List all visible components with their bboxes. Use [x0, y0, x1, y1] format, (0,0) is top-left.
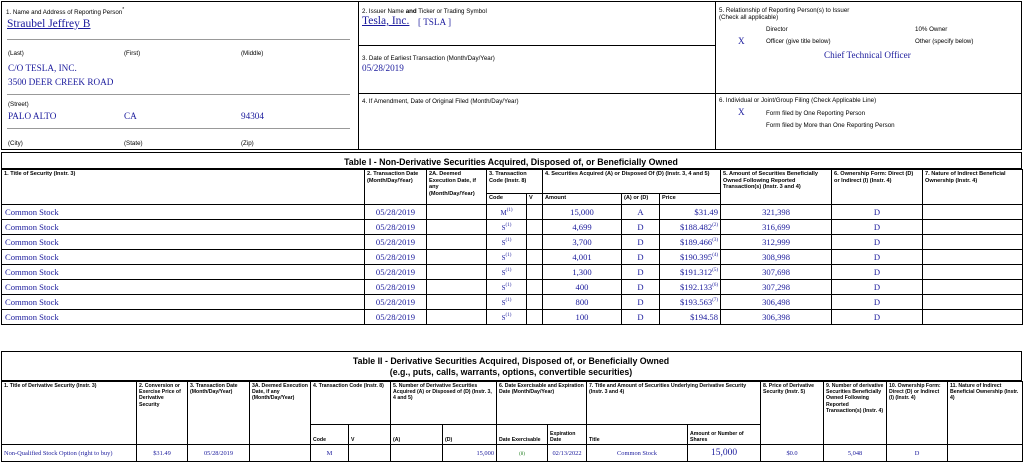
city-label: (City)	[8, 140, 23, 147]
footnote-ref[interactable]: (1)	[505, 313, 512, 319]
t2-col-price-header: 2. Conversion or Exercise Price of Derivative Security	[137, 382, 188, 445]
issuer-link[interactable]: Tesla, Inc.	[362, 15, 410, 27]
t1-ownership-form: D	[832, 235, 923, 250]
t2-col-number-header: 5. Number of Derivative Securities Acquired (A) or Disposed of (D) (Instr. 3, 4 and 5)	[391, 382, 497, 425]
t1-v-subheader: V	[527, 194, 543, 205]
t2-owned: 5,048	[824, 445, 887, 462]
last-label: (Last)	[8, 50, 24, 57]
t1-price: $192.133$^{(6)}$	[660, 280, 721, 295]
table2-title: Table II - Derivative Securities Acquired, Disposed of, or Beneficially Owned	[352, 356, 670, 366]
t1-ownership-form: D	[832, 310, 923, 325]
t1-acquired-disposed: D	[622, 295, 660, 310]
t1-acquired-disposed: D	[622, 220, 660, 235]
box5-sublabel: (Check all applicable)	[719, 14, 779, 21]
t1-nature	[923, 220, 1023, 235]
address-line-1: C/O TESLA, INC.	[8, 63, 77, 73]
t1-code: $S^{(1)}$	[487, 250, 527, 265]
state-label: (State)	[124, 140, 143, 147]
t1-owned: 321,398	[721, 205, 832, 220]
t1-amount: 400	[543, 280, 622, 295]
t1-acquired-disposed: D	[622, 280, 660, 295]
table-row	[2, 220, 1023, 235]
t1-code: $S^{(1)}$	[487, 265, 527, 280]
t1-ownership-form: D	[832, 205, 923, 220]
t1-deemed-date	[427, 205, 487, 220]
table-row	[2, 205, 1023, 220]
t2-transaction-date: 05/28/2019	[188, 445, 250, 462]
table2-subtitle: (e.g., puts, calls, warrants, options, convertible securities)	[389, 367, 633, 377]
t1-owned: 312,999	[721, 235, 832, 250]
t1-acquired-disposed: D	[622, 310, 660, 325]
t1-v	[527, 295, 543, 310]
t1-ownership-form: D	[832, 220, 923, 235]
footnote-ref[interactable]: (1)	[505, 253, 512, 259]
t1-deemed-date	[427, 220, 487, 235]
t2-col-dprice-header: 8. Price of Derivative Security (Instr. 5)	[761, 382, 824, 445]
t2-date-exercisable	[497, 445, 548, 462]
t1-transaction-date: 05/28/2019	[365, 250, 427, 265]
footnote-ref[interactable]: (2)	[712, 223, 719, 229]
more-persons-option[interactable]: Form filed by More than One Reporting Person	[766, 122, 895, 129]
t1-amount: 15,000	[543, 205, 622, 220]
t2-disposed: 15,000	[443, 445, 497, 462]
t1-code: $S^{(1)}$	[487, 235, 527, 250]
t1-v	[527, 280, 543, 295]
t1-nature	[923, 235, 1023, 250]
t1-deemed-date	[427, 265, 487, 280]
t2-nature	[948, 445, 1023, 462]
officer-option[interactable]: Officer (give title below)	[766, 38, 831, 45]
t1-ownership-form: D	[832, 250, 923, 265]
t1-col-form-header: 6. Ownership Form: Direct (D) or Indirect (I) (Instr. 4)	[832, 170, 923, 205]
t1-v	[527, 250, 543, 265]
t1-code: $S^{(1)}$	[487, 220, 527, 235]
t1-ownership-form: D	[832, 280, 923, 295]
t2-acquired	[391, 445, 443, 462]
t1-v	[527, 235, 543, 250]
zip-value: 94304	[241, 111, 264, 121]
street-label: (Street)	[8, 101, 29, 108]
footnote-ref[interactable]: (6)	[712, 283, 719, 289]
footnote-ref[interactable]: (7)	[712, 298, 719, 304]
first-label: (First)	[124, 50, 141, 57]
t1-transaction-date: 05/28/2019	[365, 310, 427, 325]
t2-ownership-form: D	[887, 445, 948, 462]
box5-label: 5. Relationship of Reporting Person(s) to Issuer	[719, 7, 850, 14]
footnote-ref[interactable]: (3)	[712, 238, 719, 244]
director-option[interactable]: Director	[766, 26, 788, 33]
earliest-transaction-date: 05/28/2019	[362, 63, 404, 73]
t2-underlying-title: Common Stock	[587, 445, 688, 462]
t1-owned: 306,498	[721, 295, 832, 310]
t1-acquired-disposed: D	[622, 235, 660, 250]
one-person-option[interactable]: Form filed by One Reporting Person	[766, 110, 866, 117]
t1-amount: 4,699	[543, 220, 622, 235]
t1-price: $190.395$^{(4)}$	[660, 250, 721, 265]
t1-amount: 100	[543, 310, 622, 325]
t1-price: $194.58	[660, 310, 721, 325]
t2-derivative-title: Non-Qualified Stock Option (right to buy)	[2, 445, 137, 462]
t1-price: $31.49	[660, 205, 721, 220]
footnote-ref[interactable]: (1)	[505, 268, 512, 274]
t1-security-title: Common Stock	[2, 265, 365, 280]
middle-label: (Middle)	[241, 50, 264, 57]
divider	[715, 1, 716, 150]
t1-nature	[923, 205, 1023, 220]
zip-label: (Zip)	[241, 140, 254, 147]
divider	[358, 93, 1022, 94]
t1-owned: 316,699	[721, 220, 832, 235]
t1-v	[527, 220, 543, 235]
table-row	[2, 310, 1023, 325]
other-option[interactable]: Other (specify below)	[915, 38, 974, 45]
t2-deemed-date	[250, 445, 311, 462]
table-row	[2, 445, 1023, 462]
t1-code: $S^{(1)}$	[487, 280, 527, 295]
t1-deemed-date	[427, 235, 487, 250]
state-value: CA	[124, 111, 137, 121]
table-row	[2, 235, 1023, 250]
t2-col-owned-header: 9. Number of derivative Securities Beneficially Owned Following Reported Transaction(s) (Instr. 4)	[824, 382, 887, 445]
t2-col-date-header: 3. Transaction Date (Month/Day/Year)	[188, 382, 250, 445]
footnote-ref[interactable]: (1)	[506, 208, 513, 214]
t1-price: $189.466$^{(3)}$	[660, 235, 721, 250]
divider	[7, 39, 350, 40]
t1-col-title-header: 1. Title of Security (Instr. 3)	[2, 170, 365, 205]
t1-col-deemed-header: 2A. Deemed Execution Date, if any (Month/Day/Year)	[427, 170, 487, 205]
t1-acquired-disposed: A	[622, 205, 660, 220]
t2-date-exercisable-subheader: Date Exercisable	[497, 425, 548, 445]
table-row	[2, 280, 1023, 295]
t1-price: $188.482$^{(2)}$	[660, 220, 721, 235]
footnote-ref[interactable]: (1)	[505, 223, 512, 229]
table1-title: Table I - Non-Derivative Securities Acquired, Disposed of, or Beneficially Owned	[344, 157, 678, 167]
t2-code-subheader: Code	[311, 425, 349, 445]
t1-amount: 3,700	[543, 235, 622, 250]
t1-ownership-form: D	[832, 265, 923, 280]
t1-ad-subheader: (A) or (D)	[622, 194, 660, 205]
t2-col-form-header: 10. Ownership Form: Direct (D) or Indirect (I) (Instr. 4)	[887, 382, 948, 445]
t1-deemed-date	[427, 280, 487, 295]
table2	[1, 381, 1023, 462]
t1-nature	[923, 250, 1023, 265]
t1-owned: 307,298	[721, 280, 832, 295]
t1-col-owned-header: 5. Amount of Securities Beneficially Owned Following Reported Transaction(s) (Instr. 3 and 4)	[721, 170, 832, 205]
t1-amount: 1,300	[543, 265, 622, 280]
t1-col-code-header: 3. Transaction Code (Instr. 8)	[487, 170, 543, 194]
table-row	[2, 265, 1023, 280]
t1-transaction-date: 05/28/2019	[365, 220, 427, 235]
t1-price: $191.312$^{(5)}$	[660, 265, 721, 280]
t1-security-title: Common Stock	[2, 220, 365, 235]
footnote-ref[interactable]: (1)	[505, 283, 512, 289]
t1-owned: 306,398	[721, 310, 832, 325]
t1-transaction-date: 05/28/2019	[365, 205, 427, 220]
table-row	[2, 250, 1023, 265]
t1-security-title: Common Stock	[2, 295, 365, 310]
officer-check-mark[interactable]: X	[738, 36, 745, 46]
t1-nature	[923, 265, 1023, 280]
t1-security-title: Common Stock	[2, 310, 365, 325]
t1-security-title: Common Stock	[2, 205, 365, 220]
t2-derivative-price: $0.0	[761, 445, 824, 462]
table1	[1, 169, 1023, 325]
t1-code: $M^{(1)}$	[487, 205, 527, 220]
t1-v	[527, 310, 543, 325]
t2-code: M	[311, 445, 349, 462]
t1-security-title: Common Stock	[2, 280, 365, 295]
t1-col-nature-header: 7. Nature of Indirect Beneficial Ownership (Instr. 4)	[923, 170, 1023, 205]
t1-transaction-date: 05/28/2019	[365, 235, 427, 250]
t1-v	[527, 265, 543, 280]
footnote-ref[interactable]: (4)	[712, 253, 719, 259]
t1-amount: 800	[543, 295, 622, 310]
t2-d-subheader: (D)	[443, 425, 497, 445]
t1-amount-subheader: Amount	[543, 194, 622, 205]
t2-amount-shares-subheader: Amount or Number of Shares	[688, 425, 761, 445]
t2-col-nature-header: 11. Nature of Indirect Beneficial Ownership (Instr. 4)	[948, 382, 1023, 445]
box6-label: 6. Individual or Joint/Group Filing (Check Applicable Line)	[719, 97, 877, 104]
ten-pct-owner-option[interactable]: 10% Owner	[915, 26, 948, 33]
t2-v-subheader: V	[349, 425, 391, 445]
t1-ownership-form: D	[832, 295, 923, 310]
t1-deemed-date	[427, 310, 487, 325]
footnote-ref[interactable]: (8)	[519, 451, 525, 457]
city-value: PALO ALTO	[8, 111, 57, 121]
t2-v	[349, 445, 391, 462]
divider	[358, 1, 359, 150]
t1-transaction-date: 05/28/2019	[365, 295, 427, 310]
t2-exercise-price: $31.49	[137, 445, 188, 462]
t2-expiration-subheader: Expiration Date	[548, 425, 587, 445]
t1-acquired-disposed: D	[622, 250, 660, 265]
footnote-ref[interactable]: (5)	[712, 268, 719, 274]
t1-nature	[923, 280, 1023, 295]
t2-a-subheader: (A)	[391, 425, 443, 445]
t2-col-title-header: 1. Title of Derivative Security (Instr. 3)	[2, 382, 137, 445]
reporting-person-link[interactable]: Straubel Jeffrey B	[7, 18, 91, 30]
box3-label: 3. Date of Earliest Transaction (Month/Day/Year)	[362, 55, 495, 62]
t1-v	[527, 205, 543, 220]
footnote-ref[interactable]: (1)	[505, 238, 512, 244]
t1-price: $193.563$^{(7)}$	[660, 295, 721, 310]
t2-col-code-header: 4. Transaction Code (Instr. 8)	[311, 382, 391, 425]
table-row	[2, 295, 1023, 310]
t2-expiration-date: 02/13/2022	[548, 445, 587, 462]
box4-label: 4. If Amendment, Date of Original Filed (Month/Day/Year)	[362, 98, 519, 105]
t1-col-date-header: 2. Transaction Date (Month/Day/Year)	[365, 170, 427, 205]
t1-deemed-date	[427, 295, 487, 310]
t1-amount: 4,001	[543, 250, 622, 265]
t2-col-exercisable-header: 6. Date Exercisable and Expiration Date (Month/Day/Year)	[497, 382, 587, 425]
t1-security-title: Common Stock	[2, 235, 365, 250]
t1-transaction-date: 05/28/2019	[365, 265, 427, 280]
t1-code-subheader: Code	[487, 194, 527, 205]
t2-underlying-shares: 15,000	[688, 445, 761, 462]
t2-title-subheader: Title	[587, 425, 688, 445]
t1-owned: 308,998	[721, 250, 832, 265]
t1-security-title: Common Stock	[2, 250, 365, 265]
t1-acquired-disposed: D	[622, 265, 660, 280]
divider	[7, 128, 350, 129]
t1-price-subheader: Price	[660, 194, 721, 205]
t1-col-acquired-header: 4. Securities Acquired (A) or Disposed Of (D) (Instr. 3, 4 and 5)	[543, 170, 721, 194]
t2-col-deemed-header: 3A. Deemed Execution Date, if any (Month/Day/Year)	[250, 382, 311, 445]
t1-code: $S^{(1)}$	[487, 310, 527, 325]
t1-code: $S^{(1)}$	[487, 295, 527, 310]
t1-nature	[923, 310, 1023, 325]
t1-nature	[923, 295, 1023, 310]
footnote-ref[interactable]: (1)	[505, 298, 512, 304]
t1-owned: 307,698	[721, 265, 832, 280]
box1-label: 1. Name and Address of Reporting Person*	[6, 6, 125, 16]
address-line-2: 3500 DEER CREEK ROAD	[8, 77, 114, 87]
filing-check-mark[interactable]: X	[738, 107, 745, 117]
box2-label: 2. Issuer Name and Ticker or Trading Symbol	[362, 8, 487, 15]
t2-col-underlying-header: 7. Title and Amount of Securities Underlying Derivative Security (Instr. 3 and 4)	[587, 382, 761, 425]
t1-transaction-date: 05/28/2019	[365, 280, 427, 295]
t1-deemed-date	[427, 250, 487, 265]
ticker: [ TSLA ]	[418, 17, 452, 27]
divider	[358, 45, 715, 46]
divider	[7, 94, 350, 95]
officer-title: Chief Technical Officer	[824, 50, 911, 60]
